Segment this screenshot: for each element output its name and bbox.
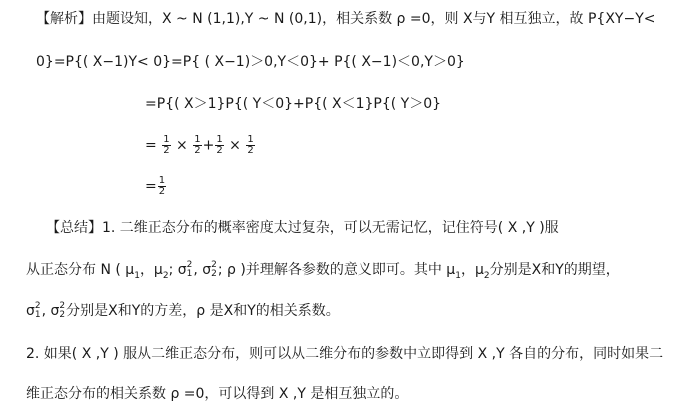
fraction-denominator: 2 [158,186,166,197]
equals-sign: = [145,137,157,154]
analysis-line-3: =P{( X＞1}P{( Y＜0}+P{( X＜1}P{( Y＞0} [145,96,442,112]
fraction-denominator: 2 [247,145,254,156]
text-span: 从正态分布 N ( μ [26,262,135,278]
summary-heading: 【总结】 [46,220,102,236]
analysis-line-2: 0}=P{( X−1)Y< 0}=P{ ( X−1)＞0,Y＜0}+ P{( X−1)＜0,Y＞0} [36,54,465,70]
text-span: ; ρ )并理解各参数的意义即可。其中 μ [217,262,456,278]
text-span: , σ [193,262,212,278]
text-span: ，μ [139,262,163,278]
subscript: 2 [211,269,217,279]
text-span: , σ [41,303,60,319]
fraction-numerator: 1 [163,134,170,145]
subscript: 1 [34,310,41,320]
subscript: 1 [134,270,140,281]
summary-line-4: 2. 如果( X ,Y ) 服从二维正态分布，则可以从二维分布的参数中立即得到 X ,Y 各自的分布，同时如果二 [26,346,664,362]
sup-sub [59,302,65,320]
analysis-line-5 [145,176,167,197]
text-span: 分别是X和Y的方差，ρ 是X和Y的相关系数。 [66,303,340,319]
fraction-denominator: 2 [194,145,201,156]
analysis-heading: 【解析】 [36,11,92,27]
fraction-numerator: 1 [194,134,201,145]
times-sign: × [229,137,241,154]
summary-line-5: 维正态分布的相关系数 ρ =0，可以得到 X ,Y 是相互独立的。 [26,386,409,402]
sup-sub [187,261,193,279]
plus-sign: + [202,137,215,154]
analysis-text-1: 由题设知，X ~ N (1,1),Y ~ N (0,1)，相关系数 ρ =0，则 X与Y 相互独立，故 P{XY−Y< [92,11,656,27]
superscript: 2 [211,260,217,270]
fraction-numerator: 1 [158,175,166,186]
text-span: ，μ [460,262,484,278]
summary-text-1: 1. 二维正态分布的概率密度太过复杂，可以无需记忆，记住符号( X ,Y )服 [102,220,559,236]
fraction-denominator: 2 [216,145,223,156]
sup-sub [35,302,41,320]
subscript: 2 [59,310,66,320]
subscript: 2 [483,270,490,281]
times-sign: × [176,137,188,154]
fraction-denominator: 2 [163,145,170,156]
text-span: σ [26,303,35,319]
summary-line-1 [46,218,559,238]
fraction-half [246,135,254,156]
fraction-half [215,135,223,156]
analysis-line-4 [145,135,256,156]
subscript: 2 [162,270,169,281]
superscript: 2 [186,260,193,270]
text-span: ; σ [168,262,187,278]
subscript: 1 [455,270,461,281]
subscript: 1 [186,269,193,279]
summary-line-3 [26,301,340,321]
fraction-half [162,135,170,156]
superscript: 2 [34,301,41,311]
superscript: 2 [59,301,66,311]
fraction-numerator: 1 [247,134,254,145]
text-span: 分别是X和Y的期望， [489,262,620,278]
fraction-numerator: 1 [216,134,223,145]
equals-sign: = [145,178,157,195]
analysis-line-1 [36,9,656,29]
fraction-half [158,176,166,197]
sup-sub [211,261,217,279]
fraction-half [193,135,201,156]
summary-line-2 [26,260,620,286]
